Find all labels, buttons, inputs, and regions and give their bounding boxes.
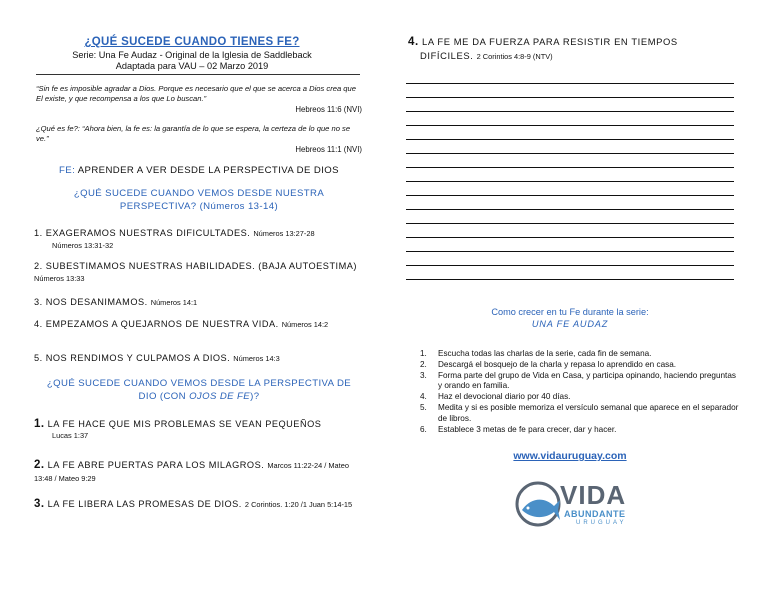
quote-ref: Hebreos 11:6 (NVI) xyxy=(295,105,362,114)
adapted-line: Adaptada para VAU – 02 Marzo 2019 xyxy=(115,61,269,71)
faith-item-number: 1. xyxy=(34,418,45,430)
faith-item xyxy=(34,498,364,511)
item-number: 4. xyxy=(34,319,43,329)
list-item xyxy=(420,403,740,425)
vida-abundante-logo xyxy=(514,476,654,536)
tip-number: 3. xyxy=(420,370,427,380)
list-item xyxy=(34,296,364,309)
faith-item-ref: 2 Corintios. 1:20 /1 Juan 5:14-15 xyxy=(244,500,353,509)
faith-item-text: LA FE HACE QUE MIS PROBLEMAS SE VEAN PEQUEÑOS xyxy=(47,419,322,429)
note-line xyxy=(406,97,734,98)
faith-item-number: 3. xyxy=(34,498,45,510)
section2-heading xyxy=(36,377,362,403)
note-line xyxy=(406,209,734,210)
fe-definition xyxy=(36,164,362,177)
list-item xyxy=(420,371,740,393)
faith-item-number: 4. xyxy=(408,36,419,48)
section1-heading xyxy=(36,187,362,213)
tip-number: 6. xyxy=(420,424,427,434)
section2-line2 xyxy=(36,390,362,403)
quote-hebreos-11-6: “Sin fe es imposible agradar a Dios. Porque es necesario que el que se acerca a Dios crea que El existe, y que recompensa a los que Lo buscan.” xyxy=(36,84,356,103)
tip-number: 5. xyxy=(420,402,427,412)
tip-text: Forma parte del grupo de Vida en Casa, y participa opinando, haciendo preguntas y orando en familia. xyxy=(438,370,736,391)
note-line xyxy=(406,167,734,168)
item-number: 2. xyxy=(34,261,43,271)
list-item xyxy=(420,349,740,360)
page-title: ¿QUÉ SUCEDE CUANDO TIENES FE? xyxy=(84,36,300,48)
logo-word: VIDA xyxy=(560,480,627,510)
tip-number: 2. xyxy=(420,359,427,369)
faith-item xyxy=(34,459,364,485)
note-line xyxy=(406,223,734,224)
note-line xyxy=(406,195,734,196)
note-line xyxy=(406,111,734,112)
item-text: EXAGERAMOS NUESTRAS DIFICULTADES. xyxy=(45,228,251,238)
faith-item-text: DIFÍCILES. xyxy=(420,50,474,61)
item-number: 5. xyxy=(34,353,43,363)
faith-item-ref: Marcos 11:22-24 / Mateo 13:48 / Mateo 9:29 xyxy=(34,461,349,483)
list-item xyxy=(34,318,364,331)
fe-label: FE: xyxy=(59,165,76,176)
note-line xyxy=(406,181,734,182)
section2-text: )? xyxy=(250,391,260,402)
faith-item-text: LA FE ABRE PUERTAS PARA LOS MILAGROS. xyxy=(47,460,265,470)
item-ref: Números 13:33 xyxy=(34,274,85,283)
note-line xyxy=(406,83,734,84)
list-item xyxy=(420,392,740,403)
item-text: NOS RENDIMOS Y CULPAMOS A DIOS. xyxy=(45,353,231,363)
section2-line1: ¿QUÉ SUCEDE CUANDO VEMOS DESDE LA PERSPECTIVA DE xyxy=(46,378,352,389)
list-item xyxy=(34,227,364,252)
faith-item xyxy=(34,418,364,442)
faith-item-ref: Lucas 1:37 xyxy=(52,431,89,440)
item-ref: Números 14:3 xyxy=(233,354,280,363)
faith-item-4 xyxy=(408,35,738,63)
faith-item-text: LA FE LIBERA LAS PROMESAS DE DIOS. xyxy=(47,499,242,509)
series-line: Serie: Una Fe Audaz - Original de la Iglesia de Saddleback xyxy=(72,50,312,60)
note-line xyxy=(406,265,734,266)
tip-text: Medita y si es posible memoriza el versículo semanal que aparece en el separador de libros. xyxy=(438,402,739,423)
tip-text: Descargá el bosquejo de la charla y repasa lo aprendido en casa. xyxy=(438,359,677,369)
faith-item-number: 2. xyxy=(34,459,45,471)
logo-sub: ABUNDANTE xyxy=(564,509,626,519)
item-ref: Números 13:27-28 xyxy=(253,229,315,238)
section2-text: DIO (CON xyxy=(138,391,190,402)
item-ref: Números 14:1 xyxy=(150,298,198,307)
section1-line2: PERSPECTIVA? (Números 13-14) xyxy=(119,201,279,212)
item-text: NOS DESANIMAMOS. xyxy=(45,297,148,307)
faith-item-ref: 2 Corintios 4:8-9 (NTV) xyxy=(476,52,553,61)
quote-hebreos-11-1: ¿Qué es fe?: “Ahora bien, la fe es: la garantía de lo que se espera, la certeza de lo que no se ve.” xyxy=(36,124,351,143)
tip-text: Establece 3 metas de fe para crecer, dar y hacer. xyxy=(438,424,617,434)
faith-item-text: LA FE ME DA FUERZA PARA RESISTIR EN TIEMPOS xyxy=(422,36,678,47)
growth-tips-list xyxy=(420,349,740,435)
note-line xyxy=(406,139,734,140)
item-text: SUBESTIMAMOS NUESTRAS HABILIDADES. (BAJA AUTOESTIMA) xyxy=(45,261,357,271)
item-number: 1. xyxy=(34,228,43,238)
section2-emphasis: OJOS DE FE xyxy=(189,391,251,402)
note-line xyxy=(406,153,734,154)
tip-number: 1. xyxy=(420,349,427,358)
growth-line1: Como crecer en tu Fe durante la serie: xyxy=(491,307,649,317)
item-extra-ref: Números 13:31-32 xyxy=(52,241,114,250)
list-item xyxy=(34,260,364,285)
note-line xyxy=(406,279,734,280)
website-link[interactable]: www.vidauruguay.com xyxy=(513,450,627,462)
item-number: 3. xyxy=(34,297,43,307)
note-line xyxy=(406,237,734,238)
item-ref: Números 14:2 xyxy=(281,320,329,329)
section1-line1: ¿QUÉ SUCEDE CUANDO VEMOS DESDE NUESTRA xyxy=(73,188,325,199)
fe-text: APRENDER A VER DESDE LA PERSPECTIVA DE DIOS xyxy=(77,165,339,176)
fish-logo-icon xyxy=(514,476,564,532)
tip-text: Escucha todas las charlas de la serie, cada fin de semana. xyxy=(438,349,652,358)
tip-number: 4. xyxy=(420,392,427,402)
note-line xyxy=(406,125,734,126)
divider xyxy=(36,74,360,75)
tip-text: Haz el devocional diario por 40 días. xyxy=(438,392,571,402)
logo-country: URUGUAY xyxy=(576,520,627,526)
list-item xyxy=(420,360,740,371)
item-text: EMPEZAMOS A QUEJARNOS DE NUESTRA VIDA. xyxy=(45,319,279,329)
list-item xyxy=(34,352,364,365)
note-line xyxy=(406,251,734,252)
growth-series-name: UNA FE AUDAZ xyxy=(531,319,609,329)
quote-ref: Hebreos 11:1 (NVI) xyxy=(295,145,362,154)
growth-heading xyxy=(400,306,740,330)
list-item xyxy=(420,425,740,436)
